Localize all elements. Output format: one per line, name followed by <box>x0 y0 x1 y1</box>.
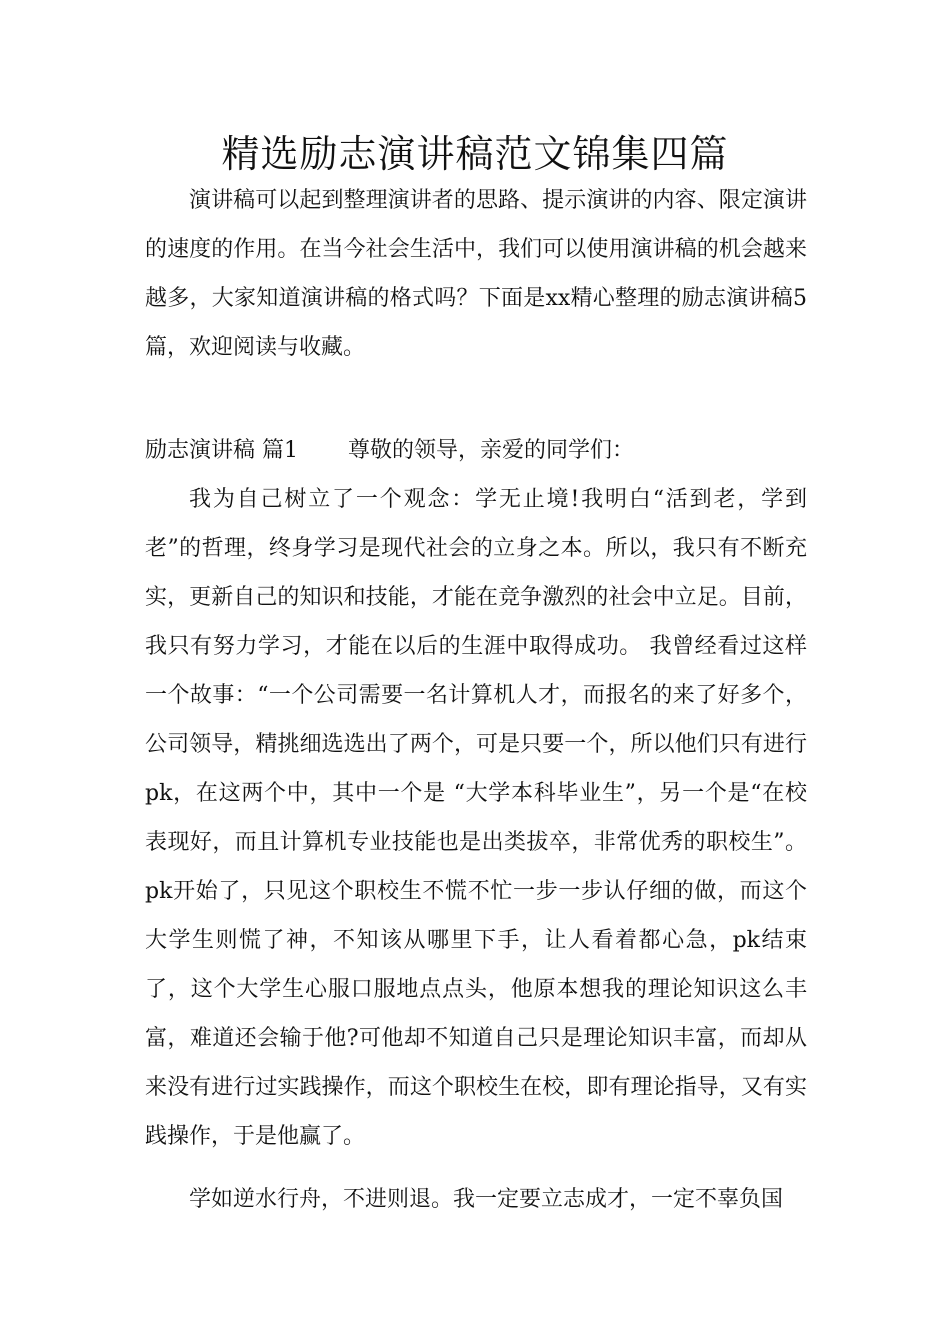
salutation: 尊敬的领导，亲爱的同学们： <box>348 438 635 463</box>
section-heading: 励志演讲稿 篇1 <box>145 438 298 463</box>
intro-paragraph: 演讲稿可以起到整理演讲者的思路、提示演讲的内容、限定演讲的速度的作用。在当今社会生活中，我们可以使用演讲稿的机会越来越多，大家知道演讲稿的格式吗？下面是xx精心整理的励志演讲稿5篇，欢迎阅读与收藏。 <box>145 188 807 360</box>
closing-paragraph: 学如逆水行舟，不进则退。我一定要立志成才，一定不辜负国 <box>189 1187 784 1212</box>
section-heading-line <box>145 426 807 475</box>
story-paragraph: 我为自己树立了一个观念：学无止境!我明白“活到老，学到老”的哲理，终身学习是现代社会的立身之本。所以，我只有不断充实，更新自己的知识和技能，才能在竞争激烈的社会中立足。目前，我只有努力学习，才能在以后的生涯中取得成功。 我曾经看过这样一个故事：“一个公司需要一名计算机人才，而报名的来了好多个，公司领导，精挑细选选出了两个，可是只要一个，所以他们只有进行pk，在这两个中，其中一个是 “大学本科毕业生”，另一个是“在校表现好，而且计算机专业技能也是出类拔卒，非常优秀的职校生”。pk开始了，只见这个职校生不慌不忙一步一步认仔细的做，而这个大学生则慌了神，不知该从哪里下手，让人看着都心急，pk结束了，这个大学生心服口服地点点头，他原本想我的理论知识这么丰富，难道还会输于他?可他却不知道自己只是理论知识丰富，而却从来没有进行过实践操作，而这个职校生在校，即有理论指导，又有实践操作，于是他赢了。 <box>145 487 807 1149</box>
document-title: 精选励志演讲稿范文锦集四篇 <box>221 132 729 176</box>
